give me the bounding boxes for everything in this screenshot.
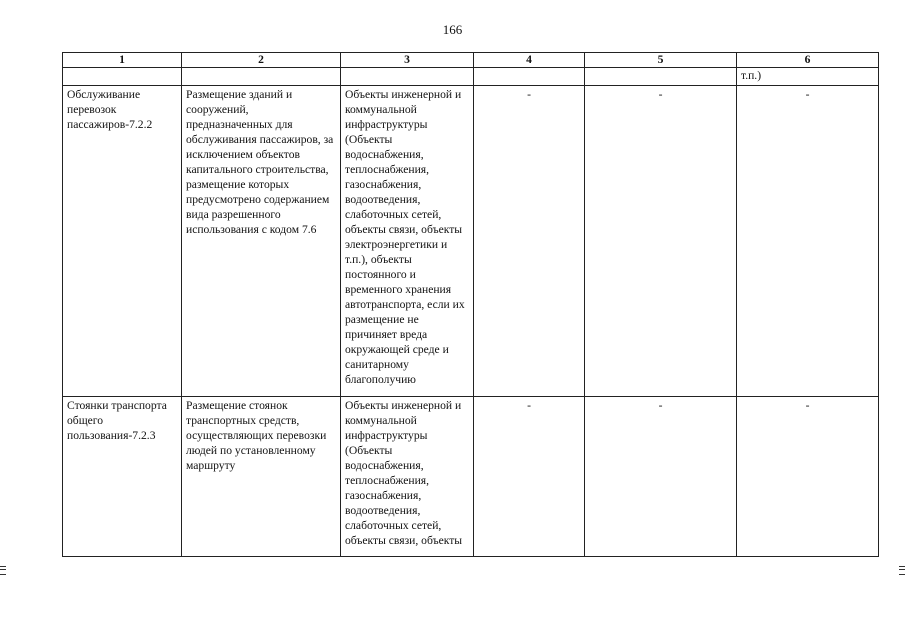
scan-edge-mark-right <box>899 566 905 575</box>
table-row <box>63 397 879 557</box>
continuation-row <box>63 68 879 86</box>
header-col-5: 5 <box>585 53 737 68</box>
col6-value: - <box>737 86 879 397</box>
continuation-cell-2 <box>182 68 341 86</box>
col4-value: - <box>474 397 585 557</box>
col5-value: - <box>585 397 737 557</box>
header-col-3: 3 <box>341 53 474 68</box>
col6-value: - <box>737 397 879 557</box>
header-col-6: 6 <box>737 53 879 68</box>
use-type-description: Размещение зданий и сооружений, предназначенных для обслуживания пассажиров, за исключением объектов капитального строительства, размещение которых предусмотрено содержанием вида разрешенного использования с кодом 7.6 <box>182 86 341 397</box>
auxiliary-uses: Объекты инженерной и коммунальной инфраструктуры (Объекты водоснабжения, теплоснабжения, газоснабжения, водоотведения, слаботочных сетей, объекты связи, объекты <box>341 397 474 557</box>
page-number: 166 <box>442 22 463 37</box>
use-type-name: Обслуживание перевозок пассажиров-7.2.2 <box>63 86 182 397</box>
use-type-description: Размещение стоянок транспортных средств, осуществляющих перевозки людей по установленному маршруту <box>182 397 341 557</box>
continuation-cell-3 <box>341 68 474 86</box>
col4-value: - <box>474 86 585 397</box>
col5-value: - <box>585 86 737 397</box>
scan-edge-mark-left <box>0 566 6 575</box>
continuation-cell-1 <box>63 68 182 86</box>
continuation-cell-6: т.п.) <box>737 68 879 86</box>
header-col-2: 2 <box>182 53 341 68</box>
header-col-1: 1 <box>63 53 182 68</box>
continuation-cell-4 <box>474 68 585 86</box>
table-header-row <box>63 53 879 68</box>
use-type-name: Стоянки транспорта общего пользования-7.2.3 <box>63 397 182 557</box>
continuation-cell-5 <box>585 68 737 86</box>
auxiliary-uses: Объекты инженерной и коммунальной инфраструктуры (Объекты водоснабжения, теплоснабжения, газоснабжения, водоотведения, слаботочных сетей, объекты связи, объекты электроэнергетики и т.п.), объекты постоянного и временного хранения автотранспорта, если их размещение не причиняет вреда окружающей среде и санитарному благополучию <box>341 86 474 397</box>
table-row <box>63 86 879 397</box>
zoning-table <box>62 52 879 557</box>
header-col-4: 4 <box>474 53 585 68</box>
